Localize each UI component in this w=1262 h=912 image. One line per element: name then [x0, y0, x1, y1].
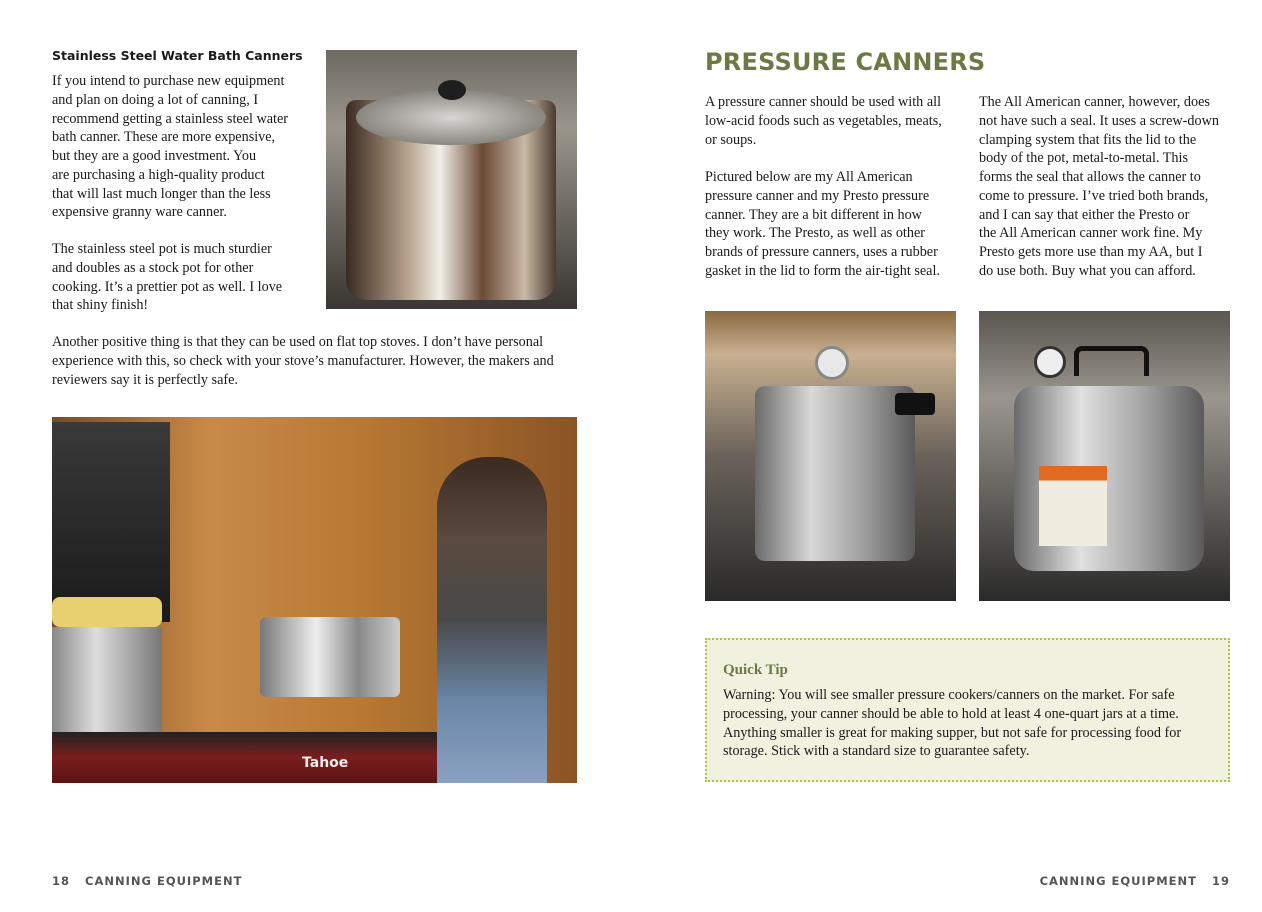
refrigerator — [52, 422, 170, 622]
corn — [52, 597, 162, 627]
stove-brand: Tahoe — [302, 755, 349, 771]
page-number: 19 — [1211, 874, 1230, 888]
quick-tip-box — [705, 638, 1230, 782]
handle — [895, 393, 935, 415]
lid-knob — [438, 80, 466, 100]
photo-stainless-pot — [326, 50, 577, 309]
pressure-gauge — [815, 346, 849, 380]
paragraph: If you intend to purchase new equipment and plan on doing a lot of canning, I recommend getting a stainless steel water bath canner. These are more expensive, but they are a good investment. You are purchasing a high-quality product that will last much longer than the less expensive granny ware canner. — [52, 73, 288, 221]
canner-pot — [260, 617, 400, 697]
footer-right — [1040, 874, 1230, 888]
page-title: PRESSURE CANNERS — [705, 48, 986, 76]
paragraph: The All American canner, however, does not have such a seal. It uses a screw-down clamping system that fits the lid to the body of the pot, metal-to-metal. This forms the seal that allows the canner to come to pressure. I’ve tried both brands, and I can say that either the Presto or the All American canner work fine. My Presto gets more use than my AA, but I do use both. Buy what you can afford. — [979, 94, 1219, 279]
footer-left — [52, 874, 242, 888]
paragraph: The stainless steel pot is much sturdier and doubles as a stock pot for other cooking. It’s a prettier pot as well. I love that shiny finish! — [52, 241, 283, 314]
photo-presto-canner — [705, 311, 956, 601]
pressure-gauge — [1034, 346, 1066, 378]
camp-stove — [52, 732, 442, 783]
running-head: CANNING EQUIPMENT — [85, 874, 243, 888]
person — [437, 457, 547, 783]
stock-pot — [52, 627, 162, 737]
photo-canning-at-stove — [52, 417, 577, 783]
paragraph: A pressure canner should be used with all low-acid foods such as vegetables, meats, or soups. — [705, 94, 942, 148]
subheading-water-bath: Stainless Steel Water Bath Canners — [52, 48, 303, 63]
running-head: CANNING EQUIPMENT — [1039, 874, 1197, 888]
paragraph: Another positive thing is that they can be used on flat top stoves. I don’t have personal experience with this, so check with your stove’s manufacturer. However, the makers and reviewers say it is perfectly safe. — [52, 334, 554, 388]
canner-body — [755, 386, 915, 561]
tip-title: Quick Tip — [723, 662, 788, 678]
warning-label — [1039, 466, 1107, 546]
photo-all-american-canner — [979, 311, 1230, 601]
handle — [1074, 346, 1149, 376]
page-number: 18 — [52, 874, 71, 888]
paragraph: Pictured below are my All American pressure canner and my Presto pressure canner. They are a bit different in how they work. The Presto, as well as other brands of pressure canners, uses a rubber gasket in the lid to form the air-tight seal. — [705, 169, 940, 279]
tip-body: Warning: You will see smaller pressure cookers/canners on the market. For safe processing, your canner should be able to hold at least 4 one-quart jars at a time. Anything smaller is great for making supper, but not safe for processing food for storage. Stick with a standard size to guarantee safety. — [723, 687, 1182, 760]
